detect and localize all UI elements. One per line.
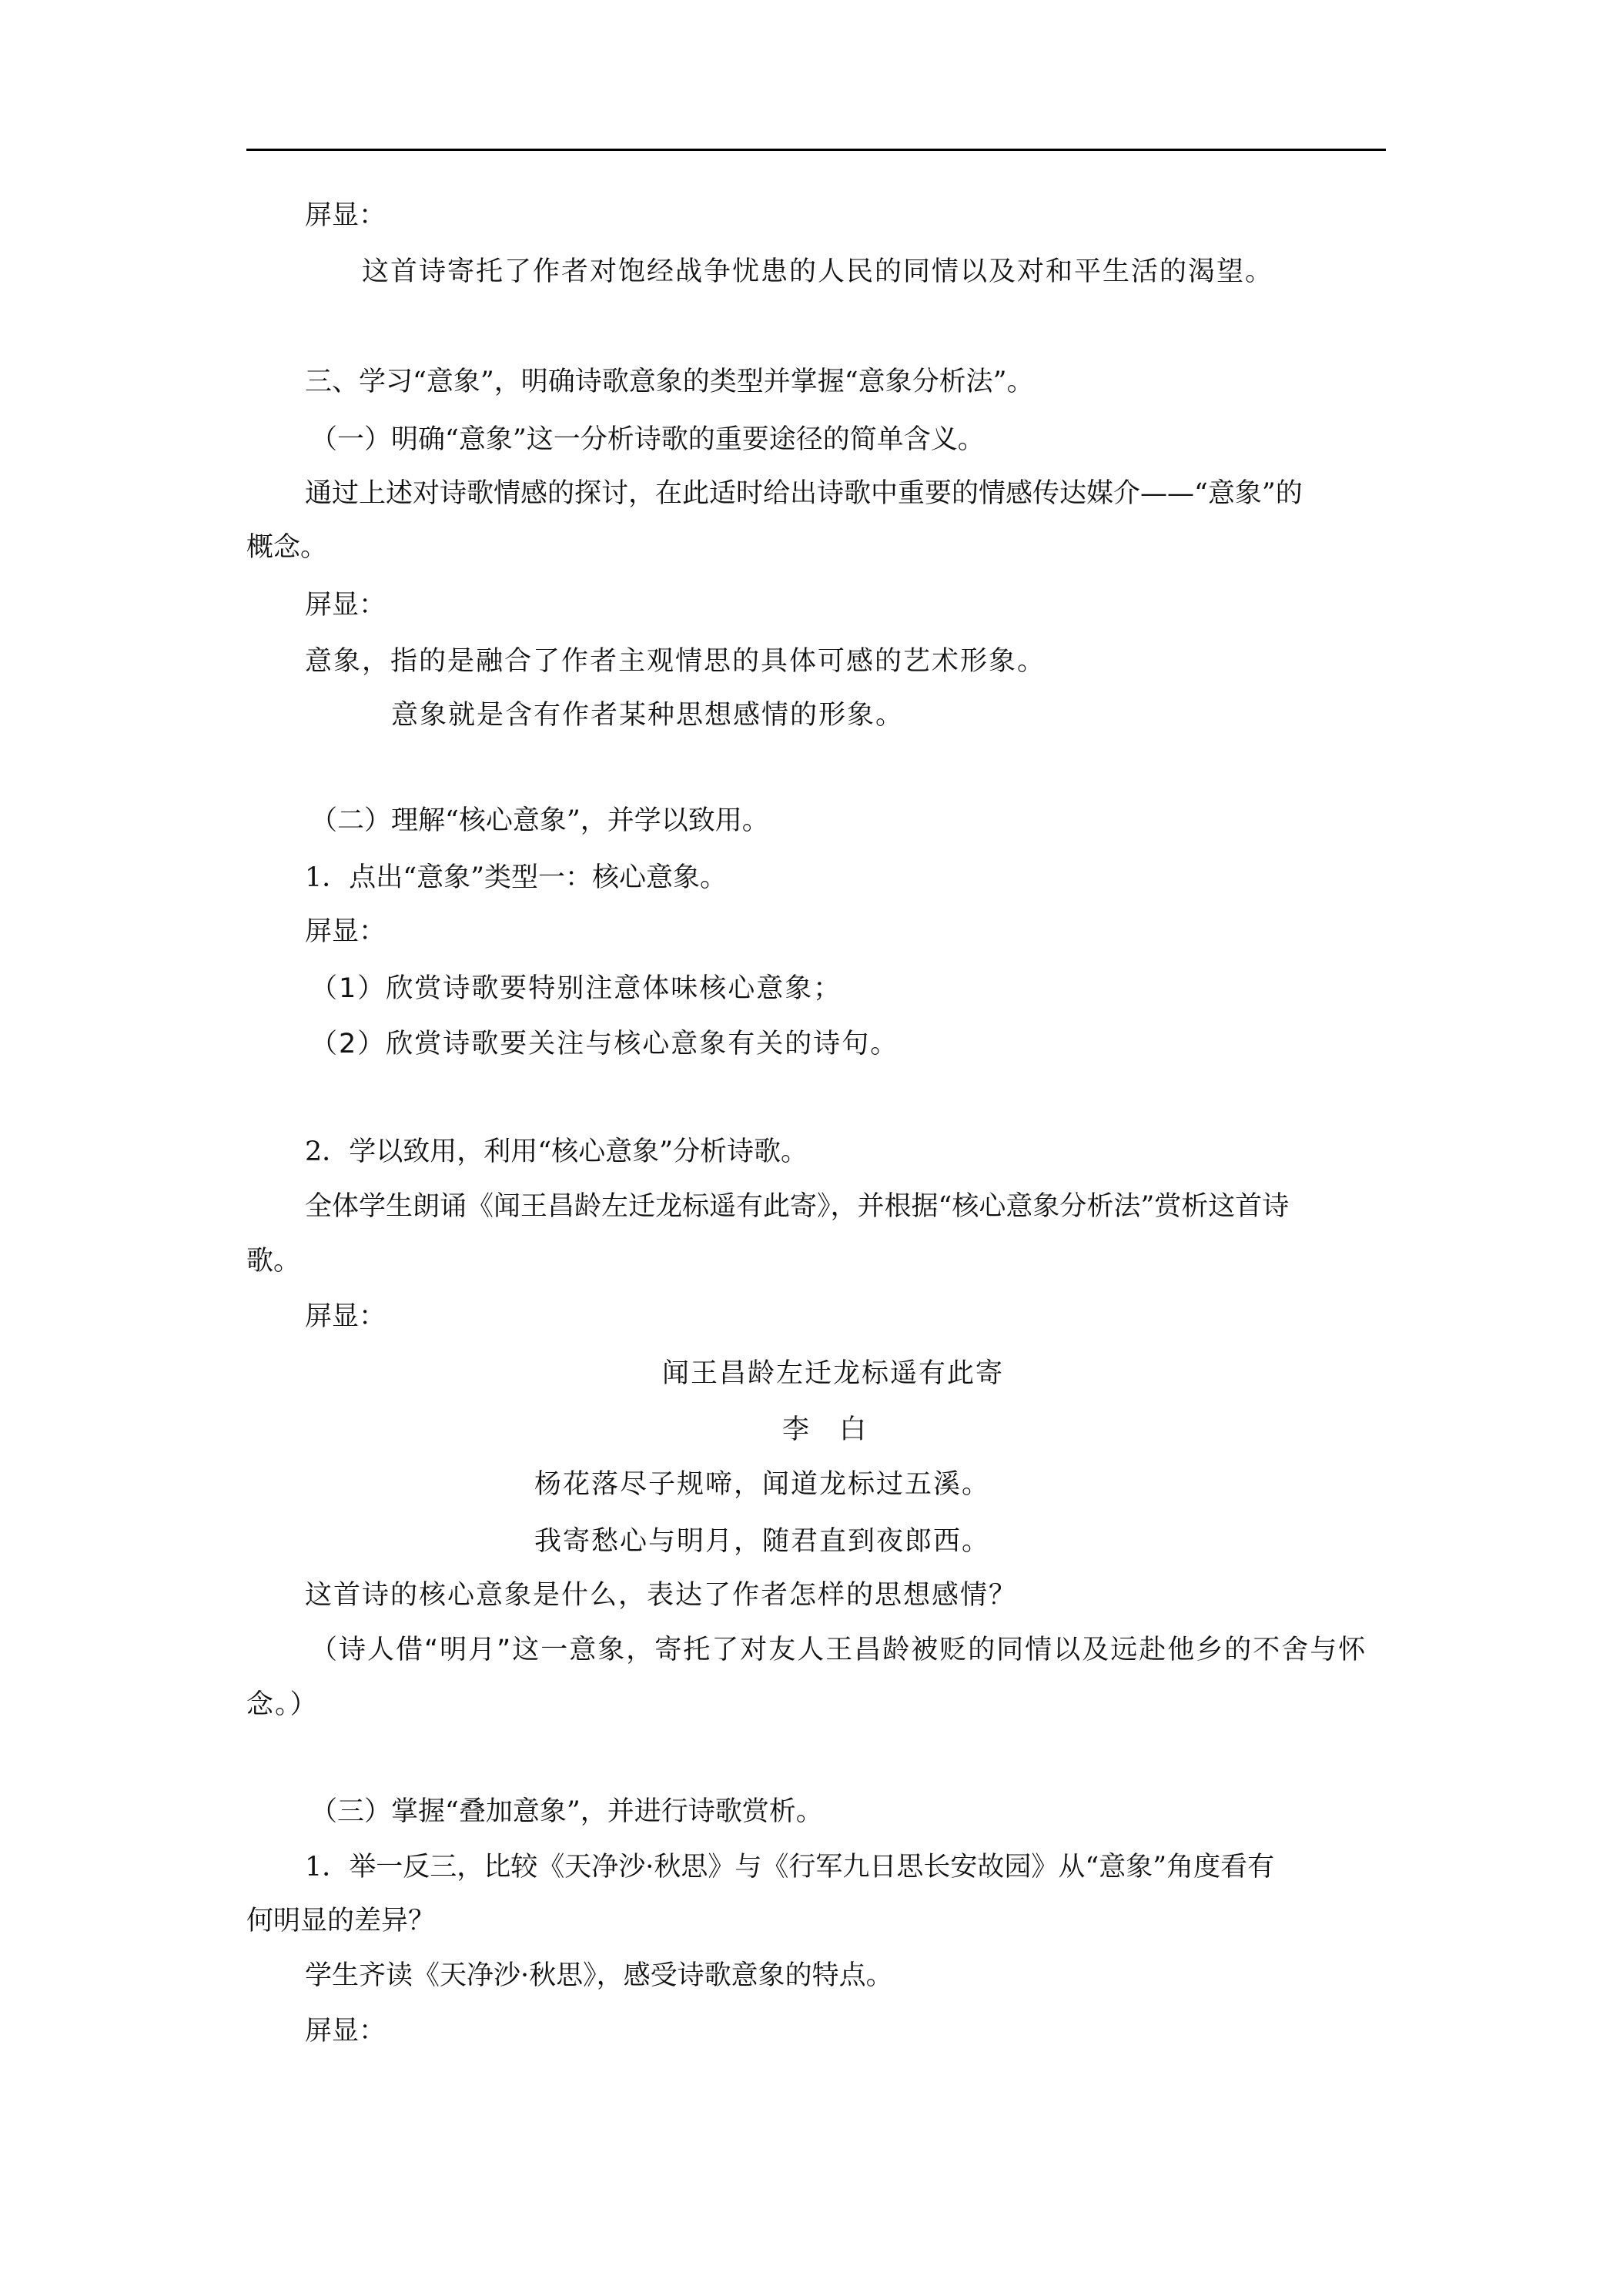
subsection-heading: （一）明确“意象”这一分析诗歌的重要途径的简单含义。 — [310, 424, 985, 455]
answer-continuation: 念。） — [246, 1689, 319, 1720]
section-heading: 三、学习“意象”，明确诗歌意象的类型并掌握“意象分析法”。 — [305, 366, 1034, 397]
paragraph: 通过上述对诗歌情感的探讨，在此适时给出诗歌中重要的情感传达媒介——“意象”的 — [305, 478, 1303, 509]
paragraph: 1．举一反三，比较《天净沙·秋思》与《行军九日思长安故园》从“意象”角度看有 — [305, 1852, 1275, 1883]
paragraph-continuation: 歌。 — [246, 1246, 301, 1277]
subsection-heading: （三）掌握“叠加意象”，并进行诗歌赏析。 — [310, 1796, 823, 1827]
poem-title: 闻王昌龄左迁龙标遥有此寄 — [662, 1358, 1005, 1389]
screen-label: 屏显： — [305, 916, 387, 947]
screen-text: （1）欣赏诗歌要特别注意体味核心意象； — [310, 973, 842, 1004]
poem-line: 杨花落尽子规啼，闻道龙标过五溪。 — [534, 1469, 991, 1500]
paragraph: 1．点出“意象”类型一：核心意象。 — [305, 862, 728, 893]
paragraph: 学生齐读《天净沙·秋思》，感受诗歌意象的特点。 — [305, 1960, 893, 1991]
paragraph-continuation: 何明显的差异？ — [246, 1906, 436, 1936]
poem-line: 我寄愁心与明月，随君直到夜郎西。 — [534, 1526, 991, 1557]
paragraph: 全体学生朗诵《闻王昌龄左迁龙标遥有此寄》，并根据“核心意象分析法”赏析这首诗 — [305, 1191, 1290, 1222]
paragraph-continuation: 概念。 — [246, 532, 328, 563]
subsection-heading: （二）理解“核心意象”，并学以致用。 — [310, 805, 769, 836]
poem-author: 李 白 — [782, 1414, 868, 1445]
screen-label: 屏显： — [305, 2016, 387, 2047]
paragraph: 2．学以致用，利用“核心意象”分析诗歌。 — [305, 1136, 808, 1167]
screen-label: 屏显： — [305, 590, 387, 621]
screen-text: 这首诗寄托了作者对饱经战争忧患的人民的同情以及对和平生活的渴望。 — [362, 256, 1274, 287]
question: 这首诗的核心意象是什么，表达了作者怎样的思想感情？ — [305, 1580, 1018, 1611]
header-rule — [246, 149, 1386, 151]
screen-text: 意象，指的是融合了作者主观情思的具体可感的艺术形象。 — [305, 646, 1046, 677]
screen-label: 屏显： — [305, 200, 387, 231]
answer: （诗人借“明月”这一意象，寄托了对友人王昌龄被贬的同情以及远赴他乡的不舍与怀 — [310, 1635, 1367, 1665]
screen-text: 意象就是含有作者某种思想感情的形象。 — [391, 700, 905, 731]
screen-label: 屏显： — [305, 1301, 387, 1332]
screen-text: （2）欣赏诗歌要关注与核心意象有关的诗句。 — [310, 1029, 899, 1059]
